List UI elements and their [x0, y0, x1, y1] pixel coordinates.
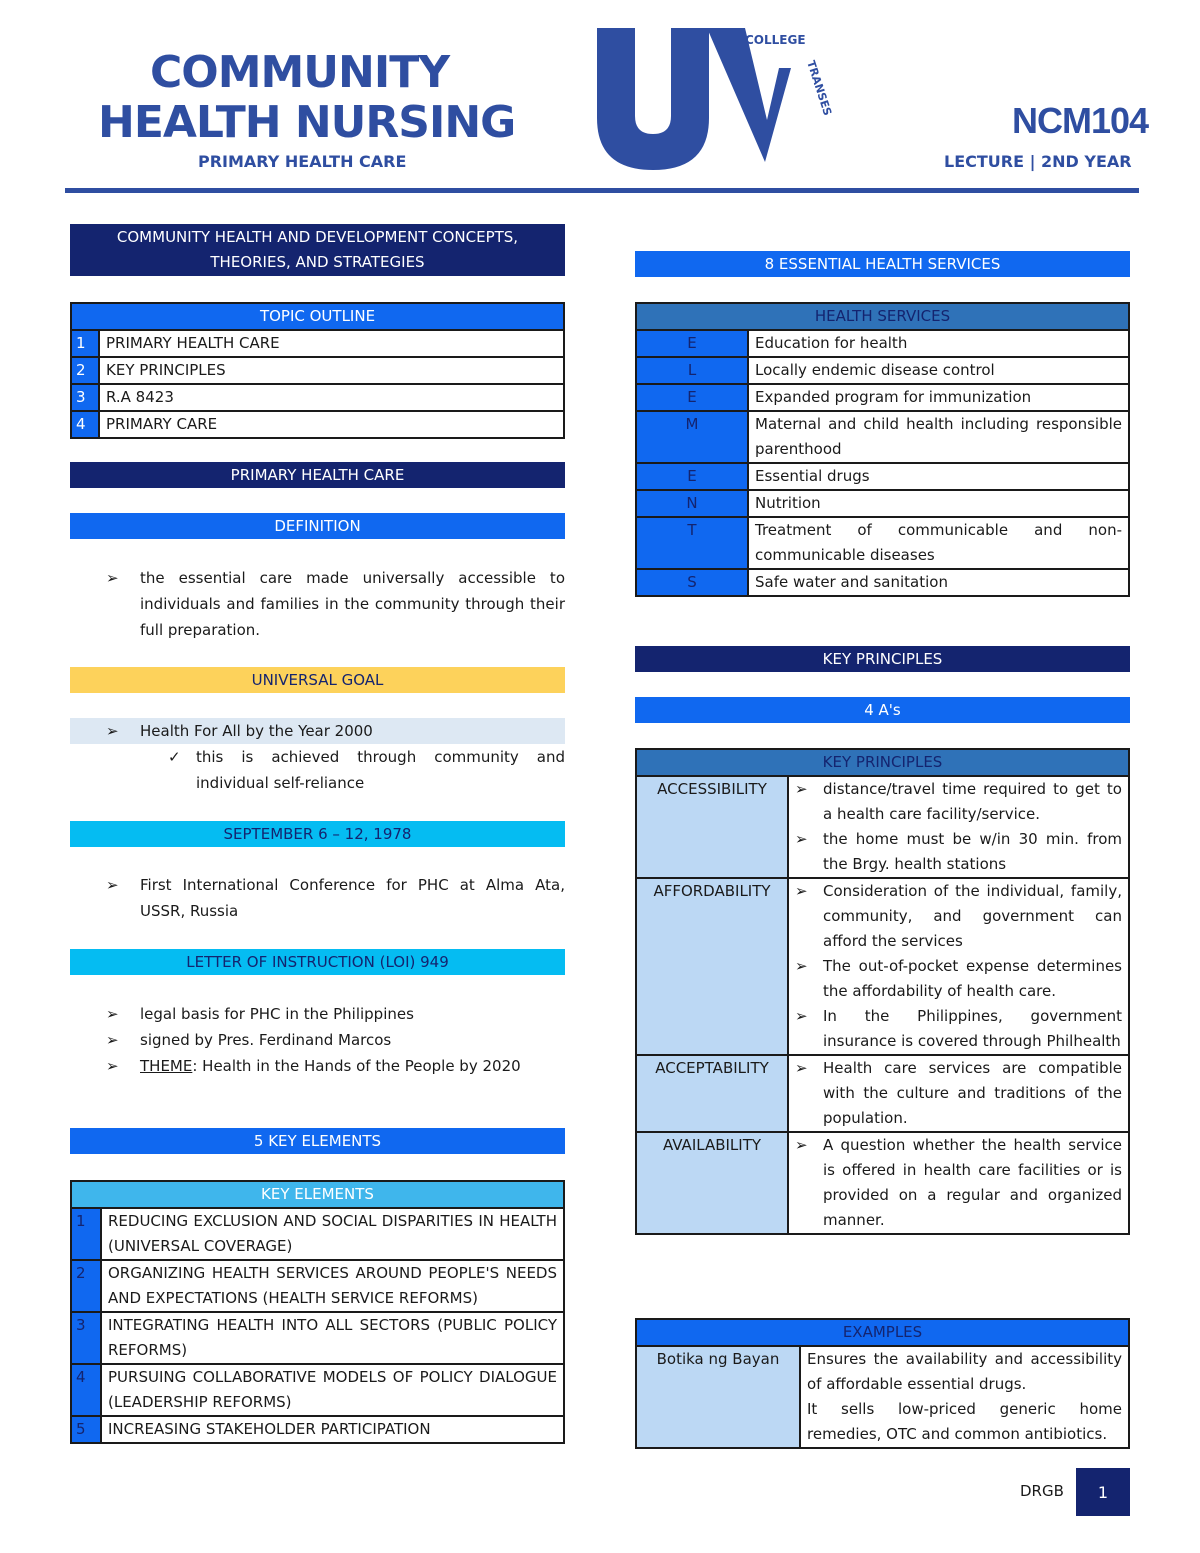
list-item — [795, 1056, 1122, 1131]
course-level: LECTURE | 2ND YEAR — [944, 152, 1132, 171]
definition-heading: DEFINITION — [70, 513, 565, 539]
list-item — [70, 1027, 565, 1053]
list-item — [795, 777, 1122, 827]
row-text: INCREASING STAKEHOLDER PARTICIPATION — [101, 1416, 564, 1443]
title-line-2: HEALTH NURSING — [98, 97, 516, 148]
date-text: First International Conference for PHC at Alma Ata, USSR, Russia — [140, 876, 565, 920]
table-row — [71, 330, 564, 357]
table-row — [71, 1364, 564, 1416]
table-row — [636, 357, 1129, 384]
key-principles-header: KEY PRINCIPLES — [636, 749, 1129, 776]
date-heading: SEPTEMBER 6 – 12, 1978 — [70, 821, 565, 847]
table-row — [636, 330, 1129, 357]
loi-list — [70, 1001, 565, 1079]
list-item — [795, 954, 1122, 1004]
principle-item: A question whether the health service is offered in health care facilities or is provided on a regular and organized manner. — [823, 1136, 1122, 1229]
service-text: Maternal and child health including responsible parenthood — [748, 411, 1129, 463]
table-row — [636, 569, 1129, 596]
service-text: Nutrition — [748, 490, 1129, 517]
universal-goal-heading: UNIVERSAL GOAL — [70, 667, 565, 693]
table-row — [636, 878, 1129, 1055]
row-text: R.A 8423 — [99, 384, 564, 411]
table-row — [71, 384, 564, 411]
document-subtitle: PRIMARY HEALTH CARE — [198, 152, 407, 171]
author-initials: DRGB — [1020, 1482, 1064, 1500]
table-row — [636, 1346, 1129, 1448]
principle-item: Consideration of the individual, family, community, and government can afford the services — [823, 882, 1122, 950]
arrow-bullet-icon: ➢ — [795, 1059, 808, 1077]
loi-heading: LETTER OF INSTRUCTION (LOI) 949 — [70, 949, 565, 975]
arrow-bullet-icon: ➢ — [106, 876, 119, 894]
arrow-bullet-icon: ➢ — [795, 1007, 808, 1025]
row-text: PRIMARY HEALTH CARE — [99, 330, 564, 357]
row-text: PRIMARY CARE — [99, 411, 564, 438]
table-row — [71, 1312, 564, 1364]
table-row — [71, 1416, 564, 1443]
arrow-bullet-icon: ➢ — [795, 780, 808, 798]
service-text: Expanded program for immunization — [748, 384, 1129, 411]
table-row — [71, 357, 564, 384]
principle-details — [788, 776, 1129, 878]
principle-name: ACCEPTABILITY — [636, 1055, 788, 1132]
table-row — [636, 411, 1129, 463]
row-number: 1 — [71, 330, 99, 357]
principle-item: In the Philippines, government insurance is covered through Philhealth — [823, 1007, 1122, 1050]
date-list — [70, 872, 565, 924]
table-row — [636, 517, 1129, 569]
goal-list — [70, 718, 565, 796]
header-divider — [65, 188, 1139, 193]
arrow-bullet-icon: ➢ — [106, 722, 119, 740]
example-description — [800, 1346, 1129, 1448]
service-letter: M — [636, 411, 748, 463]
list-item — [70, 718, 565, 744]
uv-logo — [595, 22, 835, 172]
row-number: 2 — [71, 357, 99, 384]
loi-item: legal basis for PHC in the Philippines — [140, 1005, 414, 1023]
checkmark-icon: ✓ — [168, 748, 181, 766]
loi-item: signed by Pres. Ferdinand Marcos — [140, 1031, 392, 1049]
row-text: PURSUING COLLABORATIVE MODELS OF POLICY DIALOGUE (LEADERSHIP REFORMS) — [101, 1364, 564, 1416]
arrow-bullet-icon: ➢ — [106, 1031, 119, 1049]
row-text: ORGANIZING HEALTH SERVICES AROUND PEOPLE'S NEEDS AND EXPECTATIONS (HEALTH SERVICE REFORMS) — [101, 1260, 564, 1312]
table-row — [71, 411, 564, 438]
key-principles-table — [635, 748, 1130, 1235]
row-number: 2 — [71, 1260, 101, 1312]
principle-item: distance/travel time required to get to a health care facility/service. — [823, 780, 1122, 823]
sub-list-item — [70, 744, 565, 796]
principle-item: The out-of-pocket expense determines the affordability of health care. — [823, 957, 1122, 1000]
list-item — [795, 879, 1122, 954]
list-item — [795, 827, 1122, 877]
topic-outline-header: TOPIC OUTLINE — [71, 303, 564, 330]
arrow-bullet-icon: ➢ — [795, 1136, 808, 1154]
theme-label: THEME — [140, 1057, 193, 1075]
row-number: 4 — [71, 411, 99, 438]
principle-details — [788, 1055, 1129, 1132]
course-code: NCM104 — [1012, 100, 1149, 141]
logo-side-text: TRANSES — [804, 58, 835, 118]
principle-item: the home must be w/in 30 min. from the Brgy. health stations — [823, 830, 1122, 873]
service-letter: N — [636, 490, 748, 517]
definition-text: the essential care made universally accessible to individuals and families in the community through their full preparation. — [140, 569, 565, 639]
service-letter: T — [636, 517, 748, 569]
table-row — [636, 776, 1129, 878]
key-elements-heading: 5 KEY ELEMENTS — [70, 1128, 565, 1154]
row-text: REDUCING EXCLUSION AND SOCIAL DISPARITIES IN HEALTH (UNIVERSAL COVERAGE) — [101, 1208, 564, 1260]
service-letter: E — [636, 384, 748, 411]
goal-text: Health For All by the Year 2000 — [140, 722, 373, 740]
row-text: INTEGRATING HEALTH INTO ALL SECTORS (PUBLIC POLICY REFORMS) — [101, 1312, 564, 1364]
services-heading: 8 ESSENTIAL HEALTH SERVICES — [635, 251, 1130, 277]
title-line-1: COMMUNITY — [150, 47, 450, 98]
row-number: 3 — [71, 1312, 101, 1364]
four-as-heading: 4 A's — [635, 697, 1130, 723]
document-title — [98, 48, 515, 148]
examples-table — [635, 1318, 1130, 1449]
topic-outline-table — [70, 302, 565, 439]
row-number: 5 — [71, 1416, 101, 1443]
health-services-table — [635, 302, 1130, 597]
row-number: 4 — [71, 1364, 101, 1416]
definition-list — [70, 565, 565, 643]
service-letter: L — [636, 357, 748, 384]
example-line-2: It sells low-priced generic home remedies, OTC and common antibiotics. — [807, 1400, 1122, 1443]
principle-item: Health care services are compatible with the culture and traditions of the population. — [823, 1059, 1122, 1127]
table-row — [636, 1132, 1129, 1234]
principle-details — [788, 1132, 1129, 1234]
arrow-bullet-icon: ➢ — [795, 957, 808, 975]
service-text: Treatment of communicable and non-communicable diseases — [748, 517, 1129, 569]
service-letter: E — [636, 463, 748, 490]
list-item — [70, 565, 565, 643]
key-principles-heading: KEY PRINCIPLES — [635, 646, 1130, 672]
service-text: Safe water and sanitation — [748, 569, 1129, 596]
table-row — [71, 1208, 564, 1260]
row-text: KEY PRINCIPLES — [99, 357, 564, 384]
principle-name: ACCESSIBILITY — [636, 776, 788, 878]
key-elements-table — [70, 1180, 565, 1444]
example-name: Botika ng Bayan — [636, 1346, 800, 1448]
main-heading-line-2: THEORIES, AND STRATEGIES — [210, 253, 425, 271]
logo-college-text: COLLEGE — [745, 33, 806, 47]
examples-header: EXAMPLES — [636, 1319, 1129, 1346]
main-heading — [70, 224, 565, 276]
row-number: 1 — [71, 1208, 101, 1260]
table-row — [636, 463, 1129, 490]
table-row — [71, 1260, 564, 1312]
arrow-bullet-icon: ➢ — [106, 569, 119, 587]
health-services-header: HEALTH SERVICES — [636, 303, 1129, 330]
principle-name: AFFORDABILITY — [636, 878, 788, 1055]
phc-heading: PRIMARY HEALTH CARE — [70, 462, 565, 488]
arrow-bullet-icon: ➢ — [106, 1057, 119, 1075]
list-item — [70, 872, 565, 924]
list-item — [795, 1004, 1122, 1054]
principle-name: AVAILABILITY — [636, 1132, 788, 1234]
arrow-bullet-icon: ➢ — [106, 1005, 119, 1023]
page-number: 1 — [1076, 1468, 1130, 1516]
example-line-1: Ensures the availability and accessibility of affordable essential drugs. — [807, 1350, 1122, 1393]
main-heading-line-1: COMMUNITY HEALTH AND DEVELOPMENT CONCEPTS, — [116, 228, 519, 246]
service-letter: E — [636, 330, 748, 357]
list-item — [795, 1133, 1122, 1233]
list-item — [70, 1001, 565, 1027]
service-text: Essential drugs — [748, 463, 1129, 490]
principle-details — [788, 878, 1129, 1055]
arrow-bullet-icon: ➢ — [795, 882, 808, 900]
theme-text: : Health in the Hands of the People by 2020 — [192, 1057, 521, 1075]
service-text: Education for health — [748, 330, 1129, 357]
list-item — [70, 1053, 565, 1079]
table-row — [636, 384, 1129, 411]
row-number: 3 — [71, 384, 99, 411]
table-row — [636, 490, 1129, 517]
service-letter: S — [636, 569, 748, 596]
goal-sub-text: this is achieved through community and individual self-reliance — [196, 748, 565, 792]
arrow-bullet-icon: ➢ — [795, 830, 808, 848]
key-elements-header: KEY ELEMENTS — [71, 1181, 564, 1208]
table-row — [636, 1055, 1129, 1132]
service-text: Locally endemic disease control — [748, 357, 1129, 384]
